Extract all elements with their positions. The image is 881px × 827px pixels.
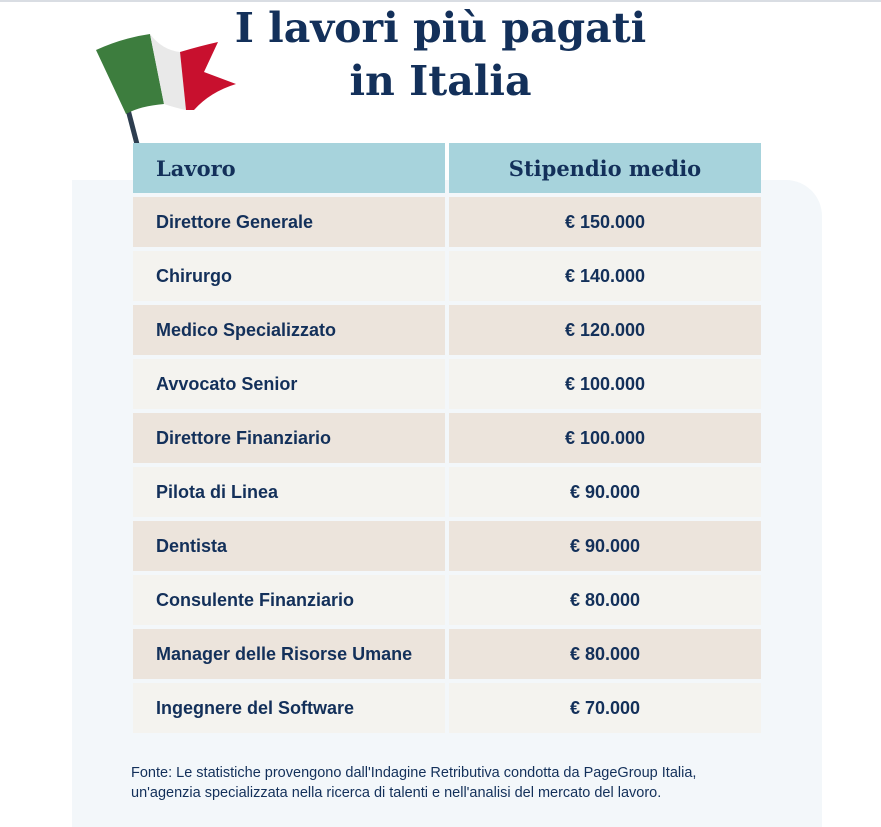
job-cell: Chirurgo <box>133 251 445 301</box>
source-note <box>131 763 791 803</box>
source-line-2: un'agenzia specializzata nella ricerca di talenti e nell'analisi del mercato del lavoro. <box>131 785 662 801</box>
job-cell: Direttore Generale <box>133 197 445 247</box>
salary-cell: € 140.000 <box>449 251 761 301</box>
table-row <box>133 467 761 517</box>
salary-cell: € 100.000 <box>449 413 761 463</box>
table-row <box>133 629 761 679</box>
page-title <box>0 2 881 108</box>
table-row <box>133 197 761 247</box>
job-cell: Pilota di Linea <box>133 467 445 517</box>
job-cell: Dentista <box>133 521 445 571</box>
table-row <box>133 683 761 733</box>
table-row <box>133 305 761 355</box>
job-cell: Consulente Finanziario <box>133 575 445 625</box>
salary-cell: € 90.000 <box>449 521 761 571</box>
salary-cell: € 80.000 <box>449 575 761 625</box>
table-row <box>133 251 761 301</box>
salary-cell: € 100.000 <box>449 359 761 409</box>
job-cell: Manager delle Risorse Umane <box>133 629 445 679</box>
header-job: Lavoro <box>133 143 445 193</box>
table-row <box>133 575 761 625</box>
job-cell: Ingegnere del Software <box>133 683 445 733</box>
salary-table <box>133 143 761 737</box>
source-line-1: Fonte: Le statistiche provengono dall'Indagine Retributiva condotta da PageGroup Italia, <box>131 765 697 781</box>
table-row <box>133 359 761 409</box>
title-line-2: in Italia <box>349 57 532 105</box>
title-line-1: I lavori più pagati <box>234 4 647 52</box>
salary-cell: € 80.000 <box>449 629 761 679</box>
table-row <box>133 413 761 463</box>
table-row <box>133 521 761 571</box>
job-cell: Medico Specializzato <box>133 305 445 355</box>
table-header-row <box>133 143 761 193</box>
header-salary: Stipendio medio <box>449 143 761 193</box>
job-cell: Avvocato Senior <box>133 359 445 409</box>
salary-cell: € 90.000 <box>449 467 761 517</box>
salary-cell: € 120.000 <box>449 305 761 355</box>
salary-cell: € 70.000 <box>449 683 761 733</box>
job-cell: Direttore Finanziario <box>133 413 445 463</box>
salary-cell: € 150.000 <box>449 197 761 247</box>
